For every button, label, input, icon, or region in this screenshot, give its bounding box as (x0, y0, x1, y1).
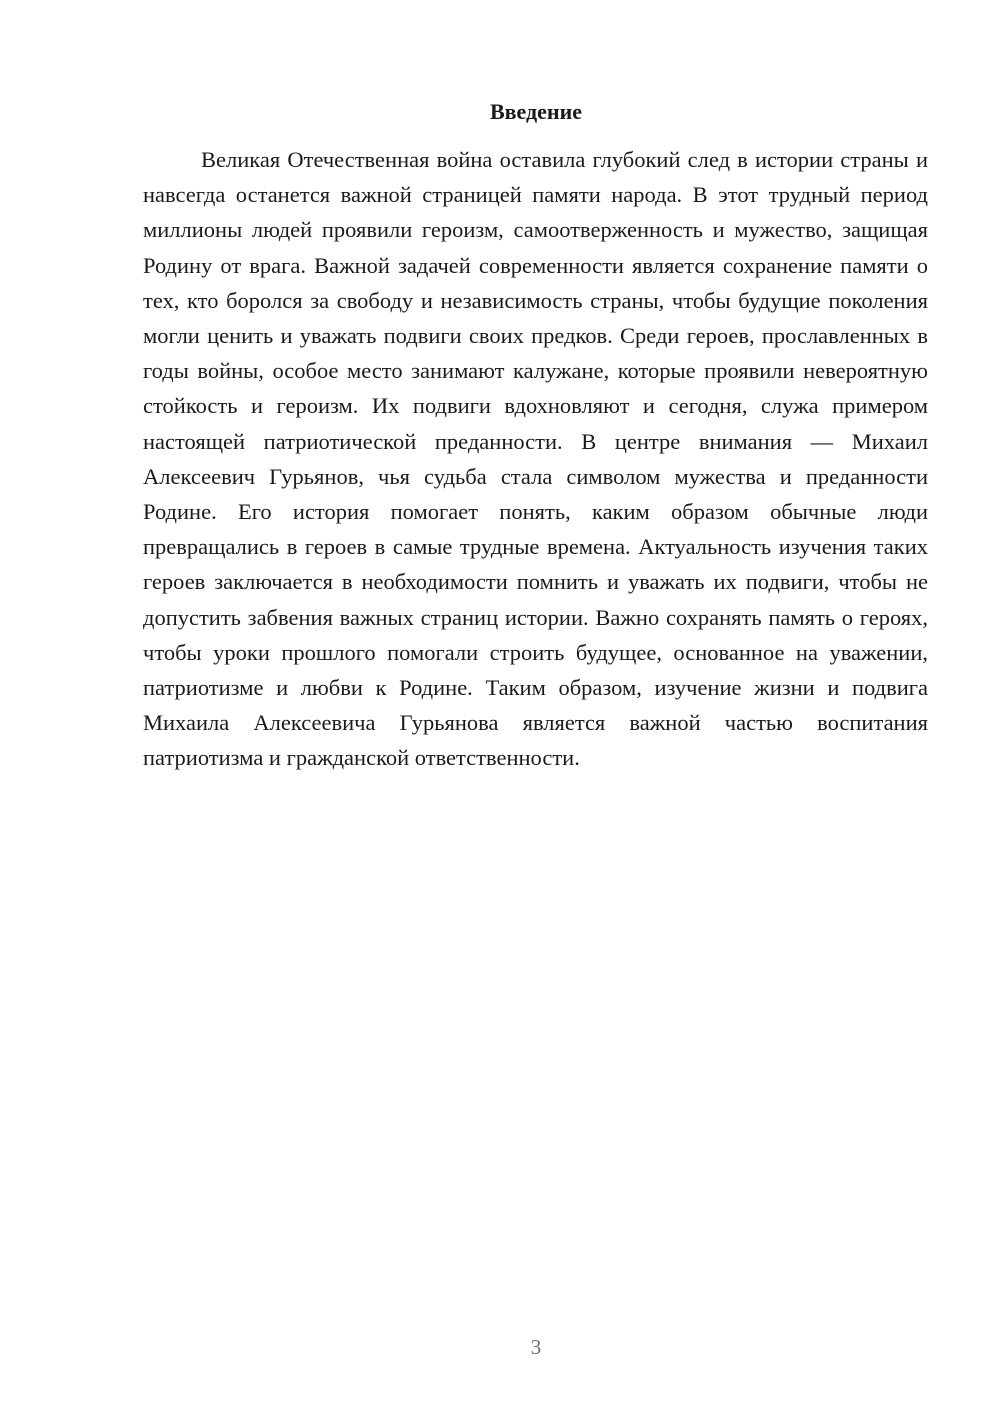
page-number: 3 (530, 1335, 542, 1359)
introduction-paragraph: Великая Отечественная война оставила глубокий след в истории страны и навсегда останется важной страницей памяти народа. В этот трудный период миллионы людей проявили героизм, самоотверженность и мужество, защищая Родину от врага. Важной задачей современности является сохранение памяти о тех, кто боролся за свободу и независимость страны, чтобы будущие поколения могли ценить и уважать подвиги своих предков. Среди героев, прославленных в годы войны, особое место занимают калужане, которые проявили невероятную стойкость и героизм. Их подвиги вдохновляют и сегодня, служа примером настоящей патриотической преданности. В центре внимания — Михаил Алексеевич Гурьянов, чья судьба стала символом мужества и преданности Родине. Его история помогает понять, каким образом обычные люди превращались в героев в самые трудные времена. Актуальность изучения таких героев заключается в необходимости помнить и уважать их подвиги, чтобы не допустить забвения важных страниц истории. Важно сохранять память о героях, чтобы уроки прошлого помогали строить будущее, основанное на уважении, патриотизме и любви к Родине. Таким образом, изучение жизни и подвига Михаила Алексеевича Гурьянова является важной частью воспитания патриотизма и гражданской ответственности. (143, 147, 928, 771)
section-heading: Введение (489, 99, 583, 124)
